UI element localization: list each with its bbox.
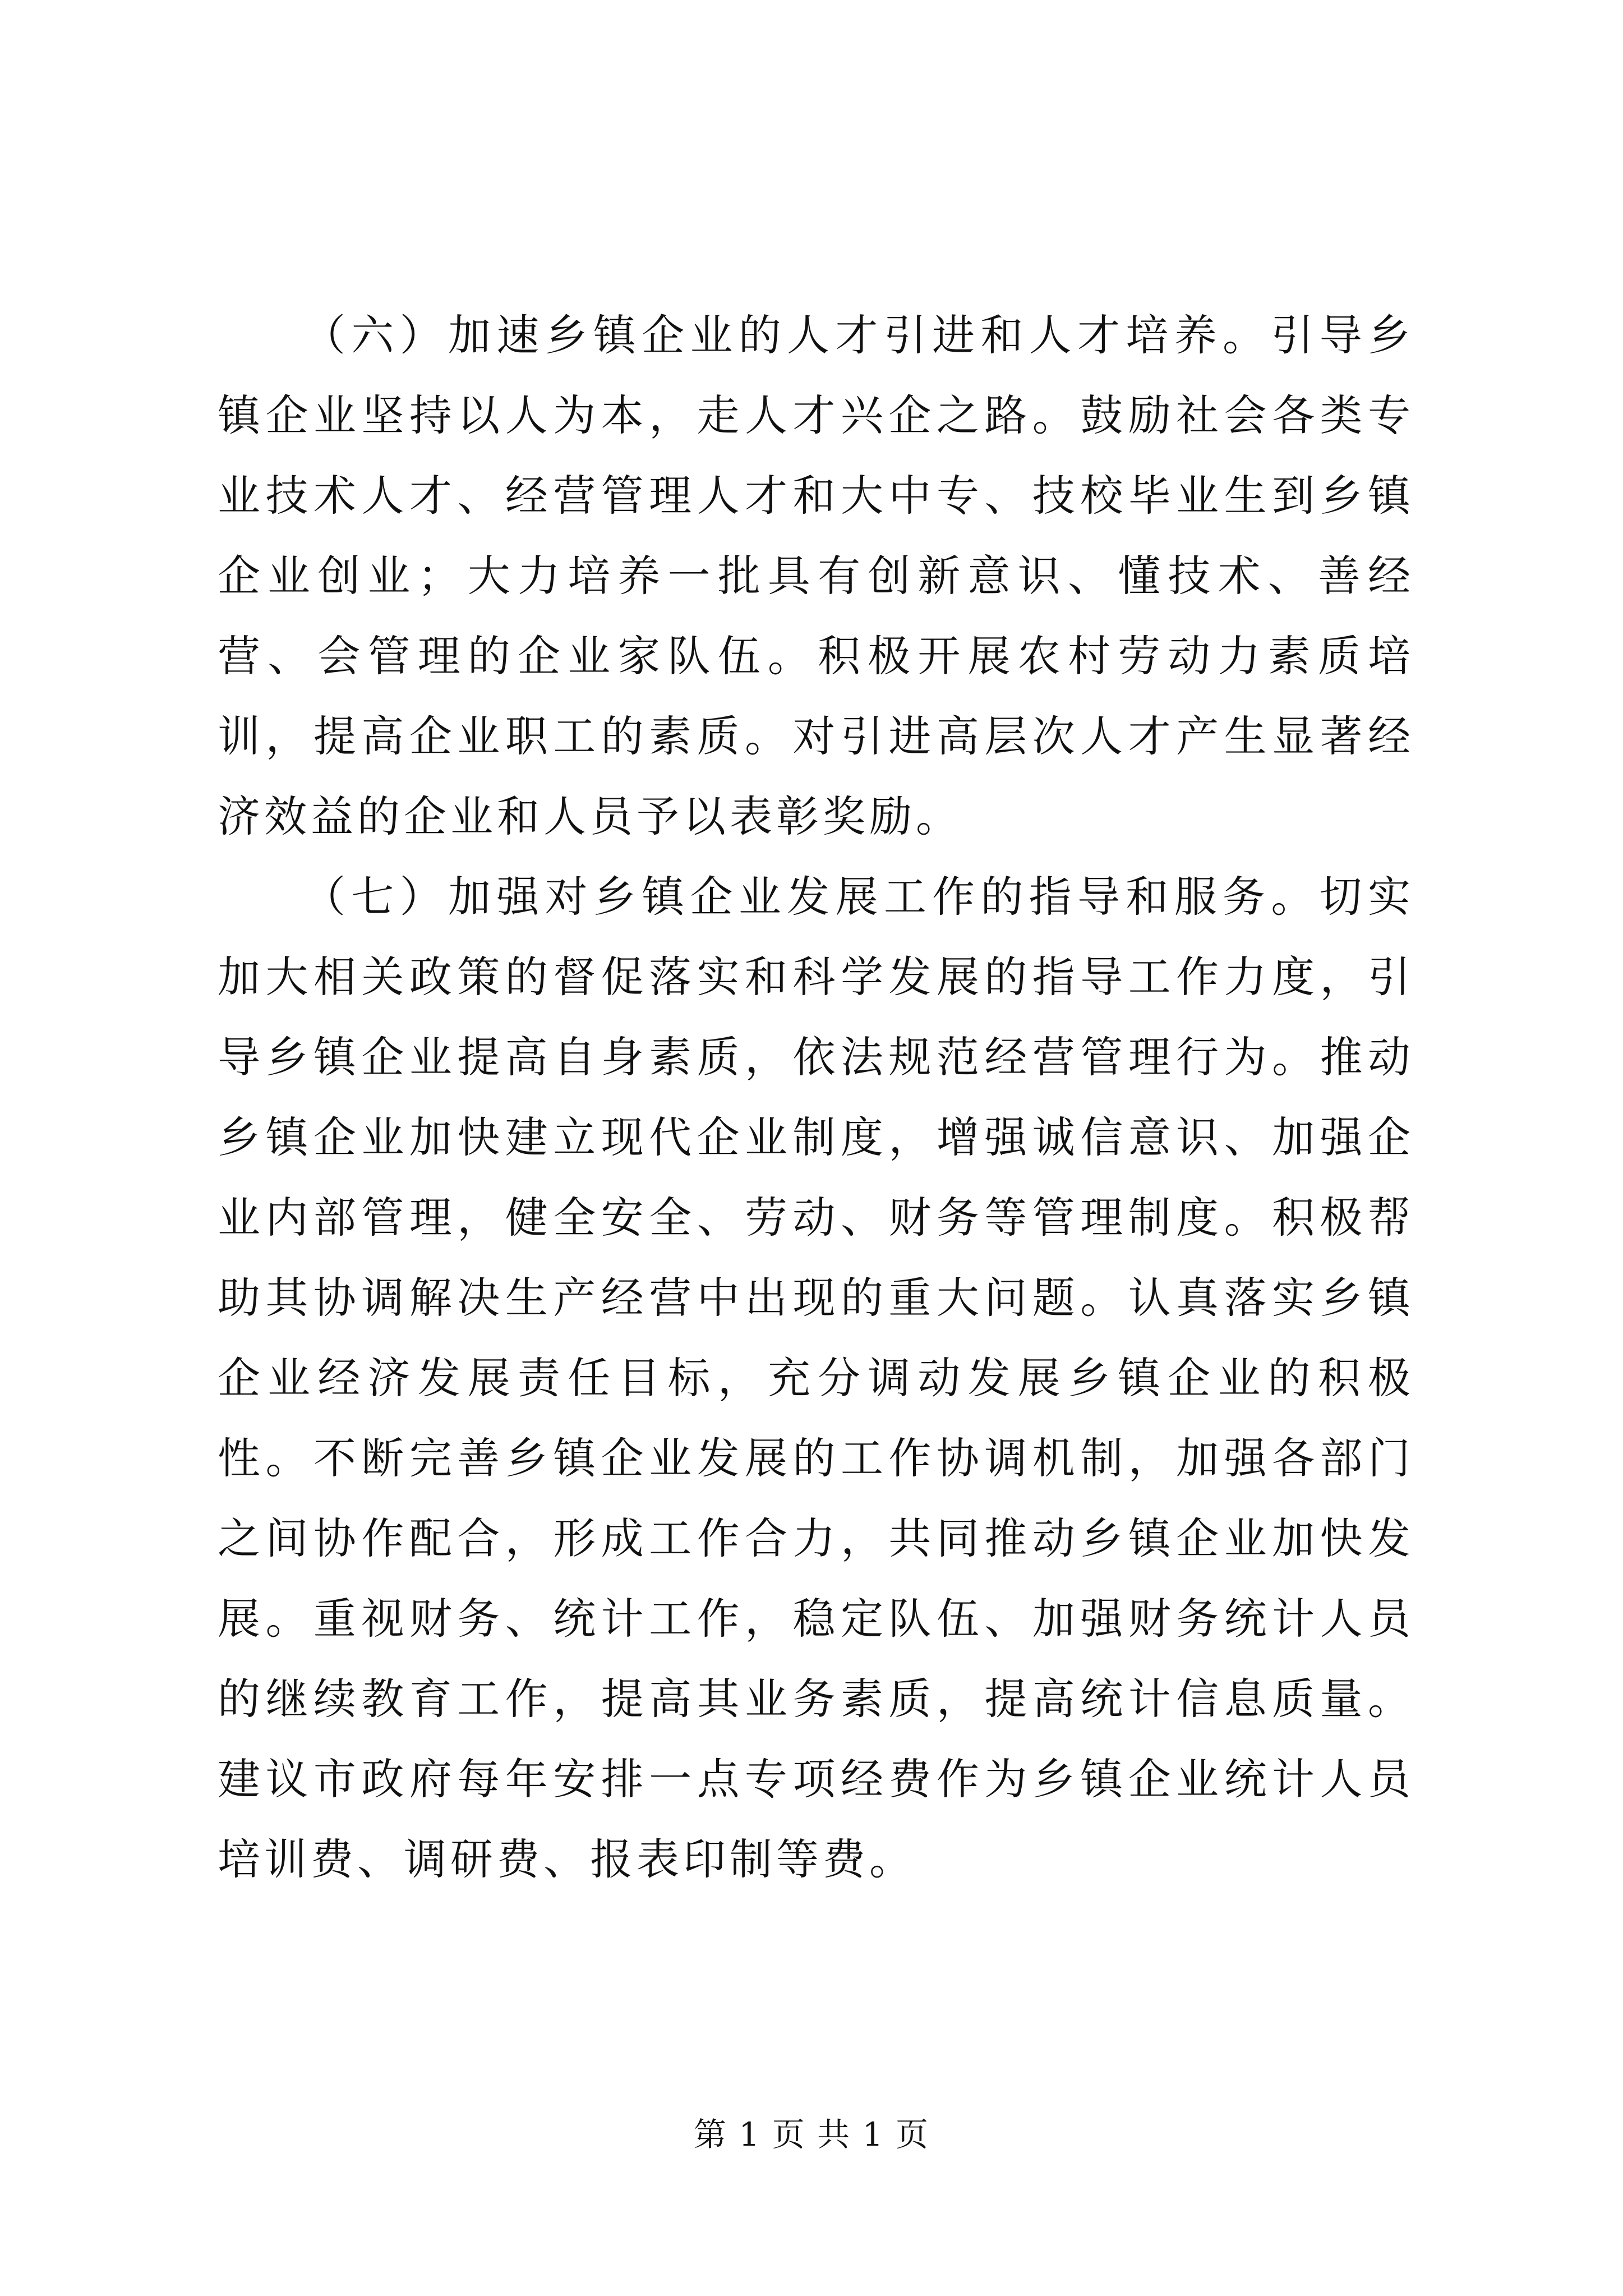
paragraph-guidance-and-service: （七）加强对乡镇企业发展工作的指导和服务。切实加大相关政策的督促落实和科学发展的指导工作力度，引导乡镇企业提高自身素质，依法规范经营管理行为。推动乡镇企业加快建立现代企业制度，增强诚信意识、加强企业内部管理，健全安全、劳动、财务等管理制度。积极帮助其协调解决生产经营中出现的重大问题。认真落实乡镇企业经济发展责任目标，充分调动发展乡镇企业的积极性。不断完善乡镇企业发展的工作协调机制，加强各部门之间协作配合，形成工作合力，共同推动乡镇企业加快发展。重视财务、统计工作，稳定队伍、加强财务统计人员的继续教育工作，提高其业务素质，提高统计信息质量。建议市政府每年安排一点专项经费作为乡镇企业统计人员培训费、调研费、报表印制等费。 [218, 872, 1414, 1884]
page-footer: 第 1 页 共 1 页 [694, 2115, 929, 2154]
paragraph-talent-development: （六）加速乡镇企业的人才引进和人才培养。引导乡镇企业坚持以人为本，走人才兴企之路。鼓励社会各类专业技术人才、经营管理人才和大中专、技校毕业生到乡镇企业创业；大力培养一批具有创新意识、懂技术、善经营、会管理的企业家队伍。积极开展农村劳动力素质培训，提高企业职工的素质。对引进高层次人才产生显著经济效益的企业和人员予以表彰奖励。 [218, 310, 1414, 841]
document-body [218, 295, 1414, 1899]
